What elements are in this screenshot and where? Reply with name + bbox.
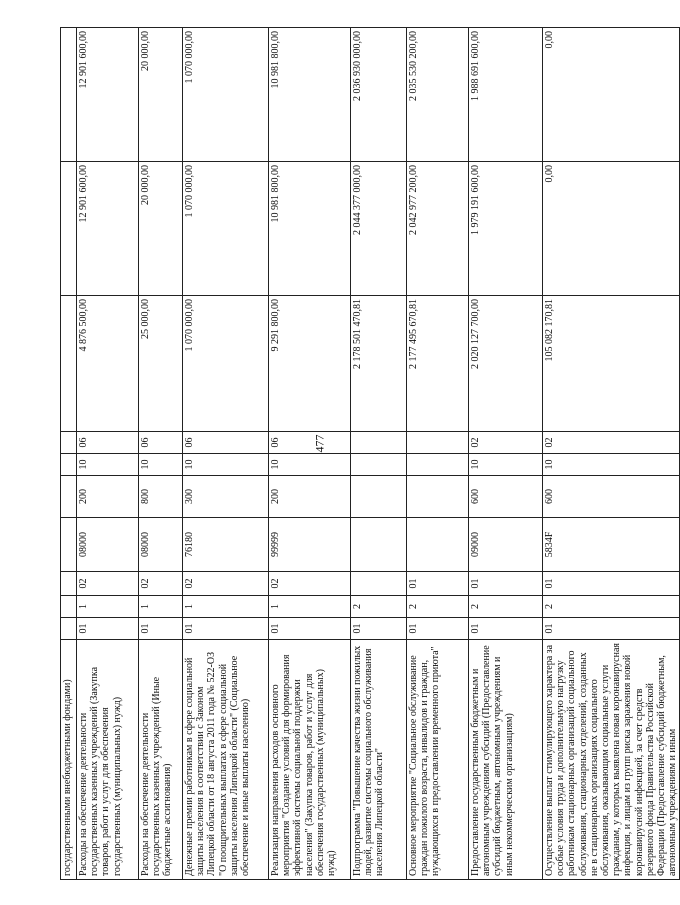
amount-cell: 2 178 501 470,81 [351,296,407,432]
code-cell [351,572,407,596]
amount-cell: 9 291 800,00 [269,296,351,432]
table-row [543,28,680,880]
table-row [183,28,269,880]
code-cell: 10 [269,454,351,476]
table-row [61,28,77,880]
code-cell: 200 [77,476,139,518]
code-cell: 01 [469,572,543,596]
code-cell [407,454,469,476]
code-cell: 76180 [183,518,269,572]
code-cell: 2 [407,596,469,618]
code-cell: 2 [469,596,543,618]
amount-cell: 1 070 000,00 [183,28,269,162]
amount-cell: 0,00 [543,162,680,296]
code-cell: 01 [407,618,469,640]
code-cell: 01 [77,618,139,640]
amount-cell: 1 070 000,00 [183,162,269,296]
code-cell [61,572,77,596]
amount-cell: 1 070 000,00 [183,296,269,432]
amount-cell [61,296,77,432]
amount-cell: 10 981 800,00 [269,162,351,296]
code-cell [61,618,77,640]
amount-cell: 2 035 530 200,00 [407,28,469,162]
code-cell: 2 [351,596,407,618]
code-cell: 06 [183,432,269,454]
row-name-cell: Подпрограмма "Повышение качества жизни пожилых людей, развитие системы социального обслуживания населения Липецкой области" [351,640,407,880]
amount-cell: 1 979 191 600,00 [469,162,543,296]
budget-table [60,27,680,880]
code-cell [61,596,77,618]
code-cell [351,432,407,454]
row-name-cell: Основное мероприятие "Социальное обслуживание граждан пожилого возраста, инвалидов и граждан, нуждающихся в предоставлении временного приюта" [407,640,469,880]
row-name-cell: Предоставление государственным бюджетным и автономным учреждениям субсидий (Предоставление субсидий бюджетным, автономным учреждениям и иным некоммерческим организациям) [469,640,543,880]
row-name-cell: Осуществление выплат стимулирующего характера за особые условия труда и дополнительную нагрузку работникам стационарных организаций социального обслуживания, стационарных отделений, созданных не в стационарных организациях социального обслуживания, оказывающим социальные услуги гражданам, у которых выявлена новая коронавирусная инфекция, и лицам из групп риска заражения новой коронавирусной инфекцией, за счет средств резервного фонда Правительства Российской Федерации (Предоставление субсидий бюджетным, автономным учреждениям и иным [543,640,680,880]
amount-cell: 20 000,00 [139,28,183,162]
code-cell [351,518,407,572]
row-name-cell: государственными внебюджетными фондами) [61,640,77,880]
amount-cell: 2 177 495 670,81 [407,296,469,432]
code-cell: 01 [139,618,183,640]
table-row [407,28,469,880]
amount-cell: 2 036 930 000,00 [351,28,407,162]
table-row [351,28,407,880]
code-cell: 5834F [543,518,680,572]
code-cell: 06 [139,432,183,454]
code-cell: 300 [183,476,269,518]
code-cell: 01 [269,618,351,640]
code-cell: 200 [269,476,351,518]
amount-cell: 4 876 500,00 [77,296,139,432]
code-cell: 08000 [77,518,139,572]
amount-cell: 1 988 691 600,00 [469,28,543,162]
code-cell: 600 [469,476,543,518]
amount-cell: 12 901 600,00 [77,162,139,296]
amount-cell: 20 000,00 [139,162,183,296]
code-cell [407,476,469,518]
code-cell [407,518,469,572]
amount-cell [61,28,77,162]
page-number: 477 [312,434,327,453]
code-cell: 1 [269,596,351,618]
amount-cell [61,162,77,296]
rotated-table-frame [60,28,679,880]
code-cell [351,454,407,476]
code-cell: 02 [77,572,139,596]
row-name-cell: Денежные премии работникам в сфере социальной защиты населения в соответствии с Законом Липецкой области от 18 августа 2011 года № 522-ОЗ "О поощрительных выплатах в сфере социальной защиты населения Липецкой области" (Социальное обеспечение и иные выплаты населению) [183,640,269,880]
code-cell: 02 [139,572,183,596]
code-cell: 02 [269,572,351,596]
code-cell: 06 [269,432,351,454]
code-cell [61,518,77,572]
amount-cell: 0,00 [543,28,680,162]
amount-cell: 105 082 170,81 [543,296,680,432]
code-cell: 09000 [469,518,543,572]
code-cell: 01 [543,618,680,640]
amount-cell: 10 981 800,00 [269,28,351,162]
code-cell: 1 [139,596,183,618]
code-cell [351,476,407,518]
code-cell: 02 [183,572,269,596]
amount-cell: 2 044 377 000,00 [351,162,407,296]
code-cell: 1 [77,596,139,618]
code-cell: 06 [77,432,139,454]
code-cell: 600 [543,476,680,518]
code-cell [61,476,77,518]
code-cell: 02 [543,432,680,454]
code-cell: 01 [543,572,680,596]
code-cell: 10 [469,454,543,476]
code-cell: 1 [183,596,269,618]
amount-cell: 25 000,00 [139,296,183,432]
code-cell: 2 [543,596,680,618]
code-cell: 02 [469,432,543,454]
table-row [269,28,351,880]
code-cell: 10 [139,454,183,476]
code-cell: 01 [351,618,407,640]
table-row [139,28,183,880]
code-cell: 01 [183,618,269,640]
table-row [469,28,543,880]
row-name-cell: Реализация направления расходов основного мероприятия "Создание условий для формирования эффективной системы социальной поддержки населения" (Закупка товаров, работ и услуг для обеспечения государственных (муниципальных) нужд) [269,640,351,880]
budget-sheet [60,28,679,880]
code-cell: 08000 [139,518,183,572]
code-cell: 01 [469,618,543,640]
code-cell: 10 [183,454,269,476]
code-cell [61,454,77,476]
amount-cell: 2 020 127 700,00 [469,296,543,432]
row-name-cell: Расходы на обеспечение деятельности государственных казенных учреждений (Закупка товаров, работ и услуг для обеспечения государственных (муниципальных) нужд) [77,640,139,880]
code-cell: 99999 [269,518,351,572]
amount-cell: 12 901 600,00 [77,28,139,162]
amount-cell: 2 042 977 200,00 [407,162,469,296]
code-cell [407,432,469,454]
code-cell: 800 [139,476,183,518]
code-cell [61,432,77,454]
code-cell: 01 [407,572,469,596]
table-row [77,28,139,880]
code-cell: 10 [543,454,680,476]
code-cell: 10 [77,454,139,476]
row-name-cell: Расходы на обеспечение деятельности государственных казенных учреждений (Иные бюджетные ассигнования) [139,640,183,880]
